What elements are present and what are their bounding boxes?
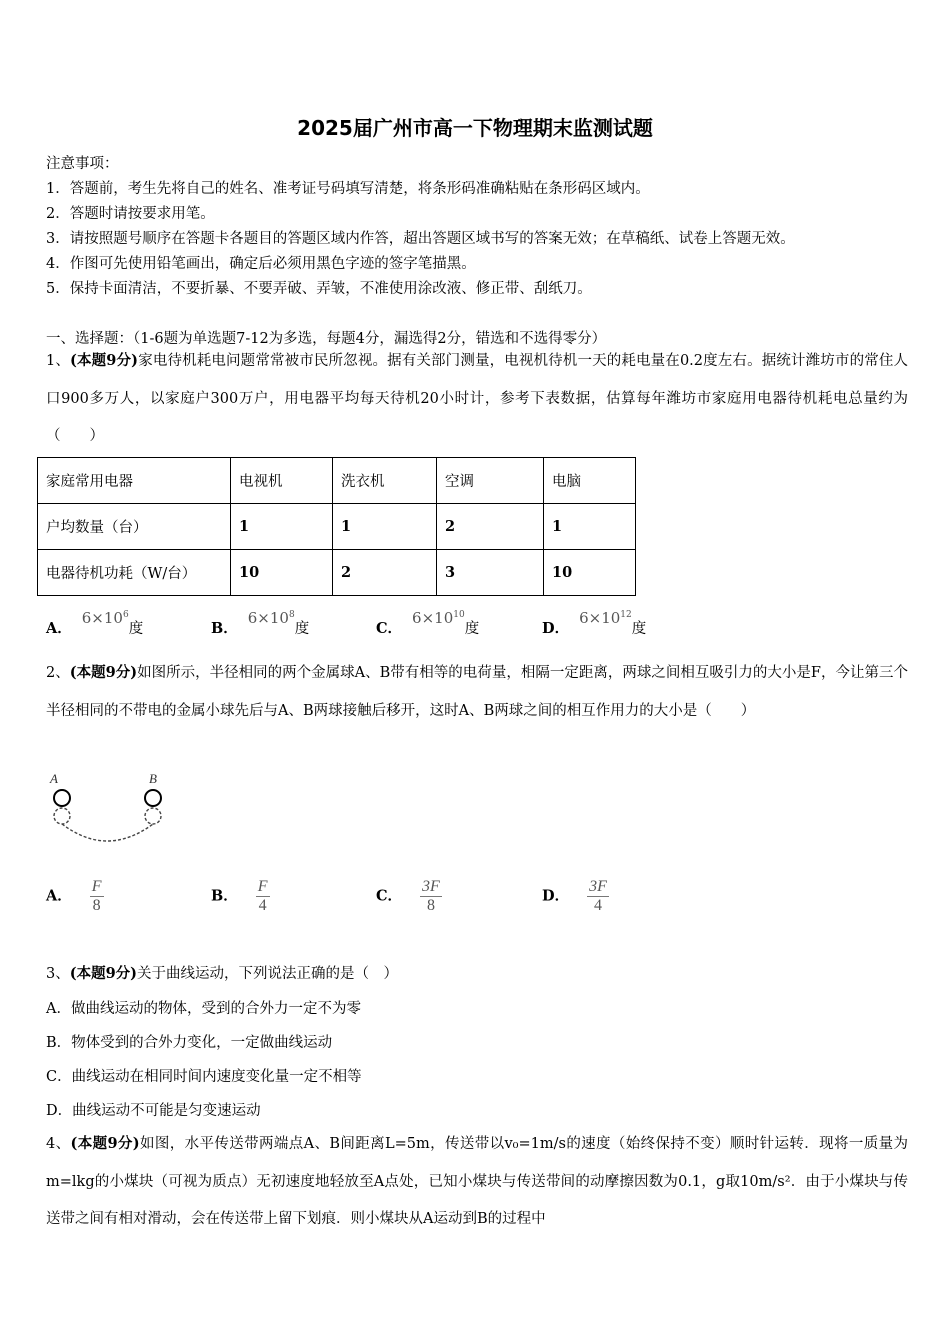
table-header-cell: 空调 xyxy=(437,458,544,504)
table-header-cell: 洗衣机 xyxy=(333,458,437,504)
notice-item: 1．答题前，考生先将自己的姓名、准考证号码填写清楚，将条形码准确粘贴在条形码区域内。 xyxy=(46,181,650,197)
notice-heading: 注意事项： xyxy=(46,156,119,172)
question-number: 3、 xyxy=(46,966,70,982)
table-cell: 2 xyxy=(437,504,544,550)
question-text: 家电待机耗电问题常常被市民所忽视。据有关部门测量，电视机待机一天的耗电量在0.2度左右。据统计潍坊市的常住人口900多万人，以家庭户300万户，用电器平均每天待机20小时计，参考下表数据，估算每年潍坊市家庭用电器待机耗电总量约为（ ） xyxy=(46,353,908,444)
option-value xyxy=(412,609,465,627)
question-text: 如图，水平传送带两端点A、B间距离L=5m，传送带以v₀=1m/s的速度（始终保持不变）顺时针运转．现将一质量为m=lkg的小煤块（可视为质点）无初速度地轻放至A点处，已知小煤块与传送带间的动摩擦因数为0.1，g取10m/s²．由于小煤块与传送带之间有相对滑动，会在传送带上留下划痕．则小煤块从A运动到B的过程中 xyxy=(46,1136,909,1227)
option-exponent: 8 xyxy=(288,610,295,620)
option-value xyxy=(82,609,129,627)
sphere-b-label: B xyxy=(149,771,157,786)
option-fraction xyxy=(587,878,609,915)
table-cell: 2 xyxy=(333,550,437,596)
question-number: 4、 xyxy=(46,1136,71,1152)
option-fraction xyxy=(420,878,442,915)
option-label: D． xyxy=(542,887,570,905)
option-exponent: 10 xyxy=(453,610,465,620)
table-header-cell: 电视机 xyxy=(231,458,333,504)
q3-option-d: D．曲线运动不可能是匀变速运动 xyxy=(46,1103,261,1119)
question-score: (本题9分) xyxy=(69,664,138,681)
question-text: 关于曲线运动，下列说法正确的是（ ） xyxy=(137,966,399,982)
question-score: (本题9分) xyxy=(69,965,138,982)
question-4 xyxy=(46,1125,908,1239)
table-row xyxy=(38,504,636,550)
q2-option-a xyxy=(46,878,104,915)
q1-option-a xyxy=(46,609,144,638)
option-exponent: 6 xyxy=(122,610,129,620)
question-score: (本题9分) xyxy=(70,352,139,369)
q2-option-c xyxy=(376,878,442,915)
q2-option-b xyxy=(211,878,270,915)
option-label: D． xyxy=(542,620,570,637)
sphere-a-label: A xyxy=(50,771,58,786)
question-score: (本题9分) xyxy=(70,1135,140,1152)
q3-option-a: A．做曲线运动的物体，受到的合外力一定不为零 xyxy=(46,1001,361,1017)
table-cell: 1 xyxy=(333,504,437,550)
fraction-numerator: F xyxy=(257,878,268,895)
section-heading: 一、选择题：（1-6题为单选题7-12为多选，每题4分，漏选得2分，错选和不选得零分） xyxy=(46,331,607,347)
sphere-b xyxy=(145,790,161,806)
option-label: C． xyxy=(376,620,403,637)
table-cell: 1 xyxy=(544,504,636,550)
fraction-numerator: 3F xyxy=(422,878,440,895)
table-header-cell: 电脑 xyxy=(544,458,636,504)
q3-option-c: C．曲线运动在相同时间内速度变化量一定不相等 xyxy=(46,1069,362,1085)
sphere-a xyxy=(54,790,70,806)
third-sphere-at-b xyxy=(145,808,161,824)
option-exponent: 12 xyxy=(620,610,632,620)
option-fraction xyxy=(90,878,104,915)
fraction-denominator: 4 xyxy=(258,897,267,914)
option-label: A． xyxy=(46,620,72,637)
fraction-denominator: 4 xyxy=(593,897,602,914)
question-number: 2、 xyxy=(46,665,70,681)
question-3 xyxy=(46,962,398,983)
notice-item: 5．保持卡面清洁，不要折暴、不要弄破、弄皱，不准使用涂改液、修正带、刮纸刀。 xyxy=(46,281,592,297)
option-label: B． xyxy=(211,887,238,905)
option-base: 6×10 xyxy=(81,609,123,627)
question-number: 1、 xyxy=(46,353,71,369)
option-label: A． xyxy=(46,887,72,905)
option-value xyxy=(579,609,632,627)
option-unit: 度 xyxy=(631,621,647,637)
notice-item: 2．答题时请按要求用笔。 xyxy=(46,206,215,222)
option-label: B． xyxy=(211,620,238,637)
table-cell: 10 xyxy=(231,550,333,596)
q1-option-d xyxy=(542,609,647,638)
third-sphere-path xyxy=(62,824,153,841)
q3-option-b: B．物体受到的合外力变化，一定做曲线运动 xyxy=(46,1035,333,1051)
question-2 xyxy=(46,654,908,730)
q1-option-b xyxy=(211,609,310,638)
option-base: 6×10 xyxy=(247,609,289,627)
option-fraction xyxy=(256,878,270,915)
fraction-numerator: 3F xyxy=(589,878,607,895)
notice-item: 3．请按照题号顺序在答题卡各题目的答题区域内作答，超出答题区域书写的答案无效；在草稿纸、试卷上答题无效。 xyxy=(46,231,795,247)
option-unit: 度 xyxy=(464,621,480,637)
option-value xyxy=(248,609,295,627)
table-header-row xyxy=(38,458,636,504)
question-text: 如图所示，半径相同的两个金属球A、B带有相等的电荷量，相隔一定距离，两球之间相互吸引力的大小是F，今让第三个半径相同的不带电的金属小球先后与A、B两球接触后移开，这时A、B两球之间的相互作用力的大小是（ ） xyxy=(46,665,908,719)
table-cell: 户均数量（台） xyxy=(38,504,231,550)
option-label: C． xyxy=(376,887,403,905)
fraction-denominator: 8 xyxy=(92,897,101,914)
charged-spheres-figure xyxy=(46,770,176,845)
question-1 xyxy=(46,342,908,456)
option-base: 6×10 xyxy=(412,609,454,627)
table-cell: 1 xyxy=(231,504,333,550)
table-header-cell: 家庭常用电器 xyxy=(38,458,231,504)
notice-item: 4．作图可先使用铅笔画出，确定后必须用黑色字迹的签字笔描黑。 xyxy=(46,256,476,272)
table-row xyxy=(38,550,636,596)
third-sphere-at-a xyxy=(54,808,70,824)
option-unit: 度 xyxy=(294,621,310,637)
table-cell: 3 xyxy=(437,550,544,596)
fraction-numerator: F xyxy=(91,878,102,895)
q2-option-d xyxy=(542,878,609,915)
option-base: 6×10 xyxy=(579,609,621,627)
q1-option-c xyxy=(376,609,480,638)
table-cell: 电器待机功耗（W/台） xyxy=(38,550,231,596)
exam-title: 2025届广州市高一下物理期末监测试题 xyxy=(297,116,653,140)
fraction-denominator: 8 xyxy=(426,897,435,914)
table-cell: 10 xyxy=(544,550,636,596)
appliance-table xyxy=(37,457,636,596)
option-unit: 度 xyxy=(128,621,144,637)
